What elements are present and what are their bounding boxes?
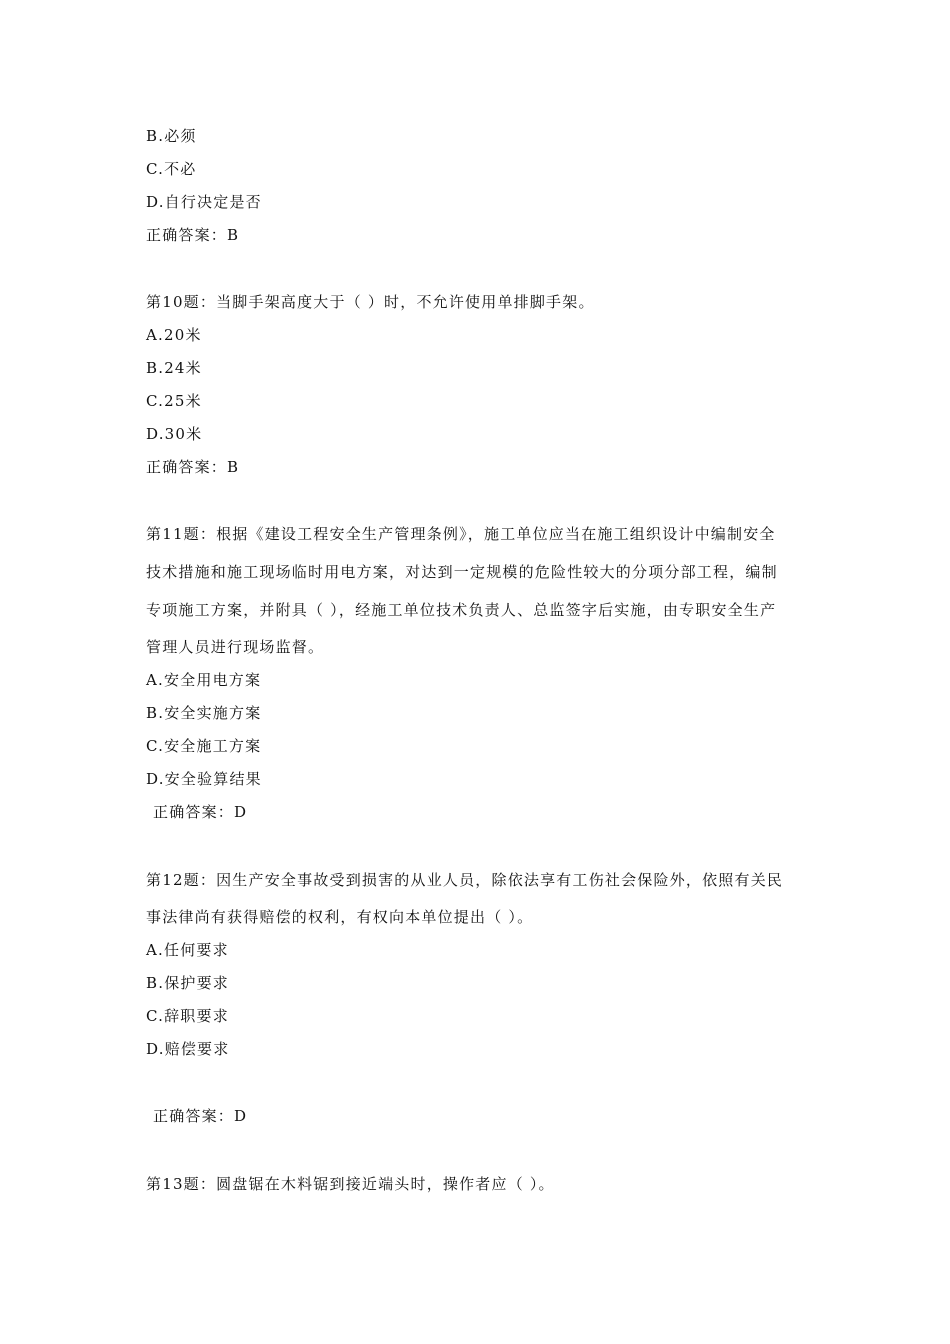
question-11-line-4: 管理人员进行现场监督。 bbox=[146, 638, 325, 656]
option-a-q10: A.20米 bbox=[146, 326, 202, 344]
option-d-q11: D.安全验算结果 bbox=[146, 770, 262, 788]
option-d-q9: D.自行决定是否 bbox=[146, 193, 262, 211]
option-d-q12: D.赔偿要求 bbox=[146, 1040, 230, 1058]
question-12-line-1: 第12题：因生产安全事故受到损害的从业人员，除依法享有工伤社会保险外，依照有关民 bbox=[146, 871, 784, 889]
question-11-line-3: 专项施工方案，并附具（ ），经施工单位技术负责人、总监签字后实施，由专职安全生产 bbox=[146, 601, 777, 619]
answer-q11: 正确答案：D bbox=[153, 803, 248, 821]
option-a-q11: A.安全用电方案 bbox=[146, 671, 262, 689]
option-d-q10: D.30米 bbox=[146, 425, 203, 443]
option-b-q12: B.保护要求 bbox=[146, 974, 229, 992]
question-10: 第10题：当脚手架高度大于（ ）时，不允许使用单排脚手架。 bbox=[146, 293, 595, 311]
option-c-q12: C.辞职要求 bbox=[146, 1007, 229, 1025]
answer-q12: 正确答案：D bbox=[153, 1107, 248, 1125]
option-b-q11: B.安全实施方案 bbox=[146, 704, 262, 722]
option-b-q10: B.24米 bbox=[146, 359, 202, 377]
option-c-q10: C.25米 bbox=[146, 392, 202, 410]
question-11-line-2: 技术措施和施工现场临时用电方案，对达到一定规模的危险性较大的分项分部工程，编制 bbox=[146, 563, 778, 581]
option-b-q9: B.必须 bbox=[146, 127, 197, 145]
option-c-q9: C.不必 bbox=[146, 160, 197, 178]
question-12-line-2: 事法律尚有获得赔偿的权利，有权向本单位提出（ ）。 bbox=[146, 908, 534, 926]
answer-q10: 正确答案：B bbox=[146, 458, 240, 476]
answer-q9: 正确答案：B bbox=[146, 226, 240, 244]
question-13: 第13题：圆盘锯在木料锯到接近端头时，操作者应（ ）。 bbox=[146, 1175, 555, 1193]
question-11-line-1: 第11题：根据《建设工程安全生产管理条例》，施工单位应当在施工组织设计中编制安全 bbox=[146, 525, 776, 543]
option-c-q11: C.安全施工方案 bbox=[146, 737, 262, 755]
option-a-q12: A.任何要求 bbox=[146, 941, 229, 959]
